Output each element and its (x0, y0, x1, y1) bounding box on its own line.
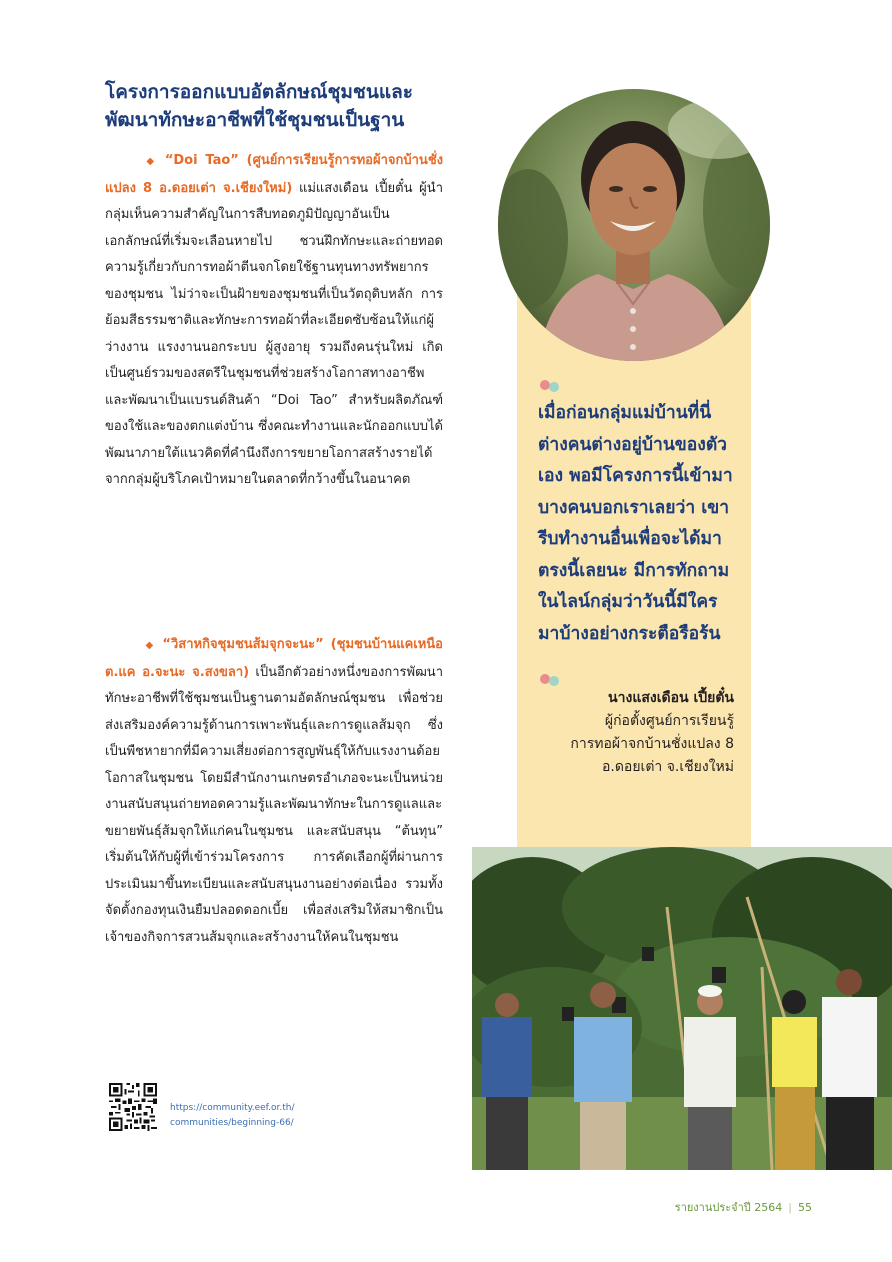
portrait-photo (498, 89, 770, 361)
speaker-name: นางแสงเดือน เปี้ยตั๋น (608, 690, 734, 706)
title-line-1: โครงการออกแบบอัตลักษณ์ชุมชนและ (105, 81, 413, 103)
section-doi-tao-heading: “Doi Tao” (ศูนย์การเรียนรู้การทอผ้าจกบ้านชั่งแปลง 8 อ.ดอยเต่า จ.เชียงใหม่) (105, 153, 443, 196)
qr-code[interactable] (109, 1083, 157, 1131)
quote-open-icon (540, 380, 560, 396)
section-doi-tao-body: แม่แสงเดือน เปี้ยตั๋น ผู้นำกลุ่มเห็นความสำคัญในการสืบทอดภูมิปัญญาอันเป็นเอกลักษณ์ที่เริ่มจะเลือนหายไป ชวนฝึกทักษะและถ่ายทอดความรู้เกี่ยวกับการทอผ้าตีนจกโดยใช้ฐานทุนทางทรัพยากรของชุมชน ไม่ว่าจะเป็นฝ้ายของชุมชนที่เป็นวัตถุดิบหลัก การย้อมสีธรรมชาติและทักษะการทอผ้าที่ละเอียดซับซ้อนให้แก่ผู้ว่างงาน แรงงานนอกระบบ ผู้สูงอายุ รวมถึงคนรุ่นใหม่ เกิดเป็นศูนย์รวมของสตรีในชุมชนที่ช่วยสร้างโอกาสทางอาชีพ และพัฒนาเป็นแบรนด์สินค้า “Doi Tao” สำหรับผลิตภัณฑ์ของใช้และของตกแต่งบ้าน ซึ่งคณะทำงานและนักออกแบบได้พัฒนาภายใต้แนวคิดที่คำนึงถึงการขยายโอกาสสร้างรายได้จากกลุ่มผู้บริโภคเป้าหมายในตลาดที่กว้างขึ้นในอนาคต (105, 180, 443, 487)
section-som-chuk-body: เป็นอีกตัวอย่างหนึ่งของการพัฒนาทักษะอาชีพที่ใช้ชุมชนเป็นฐานตามอัตลักษณ์ชุมชน เพื่อช่วยส่งเสริมองค์ความรู้ด้านการเพาะพันธุ์และการดูแลส้มจุก ซึ่งเป็นพืชหายากที่มีความเสี่ยงต่อการสูญพันธุ์ให้กับแรงงานด้อยโอกาสในชุมชน โดยมีสำนักงานเกษตรอำเภอจะนะเป็นหน่วยงานสนับสนุนถ่ายทอดความรู้และพัฒนาทักษะในการดูแลและขยายพันธุ์ส้มจุกให้แก่คนในชุมชน และสนับสนุน “ต้นทุน” เริ่มต้นให้กับผู้ที่เข้าร่วมโครงการ การคัดเลือกผู้ที่ผ่านการประเมินมาขึ้นทะเบียนและสนับสนุนงานอย่างต่อเนื่อง รวมทั้งจัดตั้งกองทุนเงินยืมปลอดดอกเบี้ย เพื่อส่งเสริมให้สมาชิกเป็นเจ้าของกิจการสวนส้มจุกและสร้างงานให้คนในชุมชน (105, 664, 443, 945)
speaker-role-3: อ.ดอยเต่า จ.เชียงใหม่ (601, 759, 734, 775)
speaker-role-2: การทอผ้าจกบ้านชั่งแปลง 8 (570, 736, 734, 752)
report-title: รายงานประจำปี 2564 (674, 1201, 783, 1214)
quote-text: เมื่อก่อนกลุ่มแม่บ้านที่นี่ต่างคนต่างอยู่บ้านของตัวเอง พอมีโครงการนี้เข้ามา บางคนบอกเราเลยว่า เขารีบทำงานอื่นเพื่อจะได้มาตรงนี้เลยนะ มีการทักถามในไลน์กลุ่มว่าวันนี้มีใครมาบ้างอย่างกระตือรือร้น (538, 403, 733, 644)
quote-attribution (514, 687, 734, 779)
bullet-icon: ◆ (143, 156, 158, 167)
article-title (105, 78, 450, 134)
page-number: 55 (798, 1201, 812, 1214)
link-line-1[interactable]: https://community.eef.or.th/ (170, 1103, 295, 1113)
title-line-2: พัฒนาทักษะอาชีพที่ใช้ชุมชนเป็นฐาน (105, 109, 405, 131)
page-footer (675, 1198, 812, 1216)
bullet-icon: ◆ (143, 640, 156, 651)
community-link[interactable] (170, 1101, 295, 1131)
speaker-role-1: ผู้ก่อตั้งศูนย์การเรียนรู้ (604, 713, 734, 729)
section-som-chuk (105, 632, 443, 951)
section-som-chuk-heading: “วิสาหกิจชุมชนส้มจุกจะนะ” (ชุมชนบ้านแคเหนือ ต.แค อ.จะนะ จ.สงขลา) (105, 637, 443, 680)
footer-separator: | (788, 1201, 792, 1214)
orchard-group-photo (472, 847, 892, 1170)
section-doi-tao (105, 148, 443, 494)
link-line-2[interactable]: communities/beginning-66/ (170, 1118, 294, 1128)
